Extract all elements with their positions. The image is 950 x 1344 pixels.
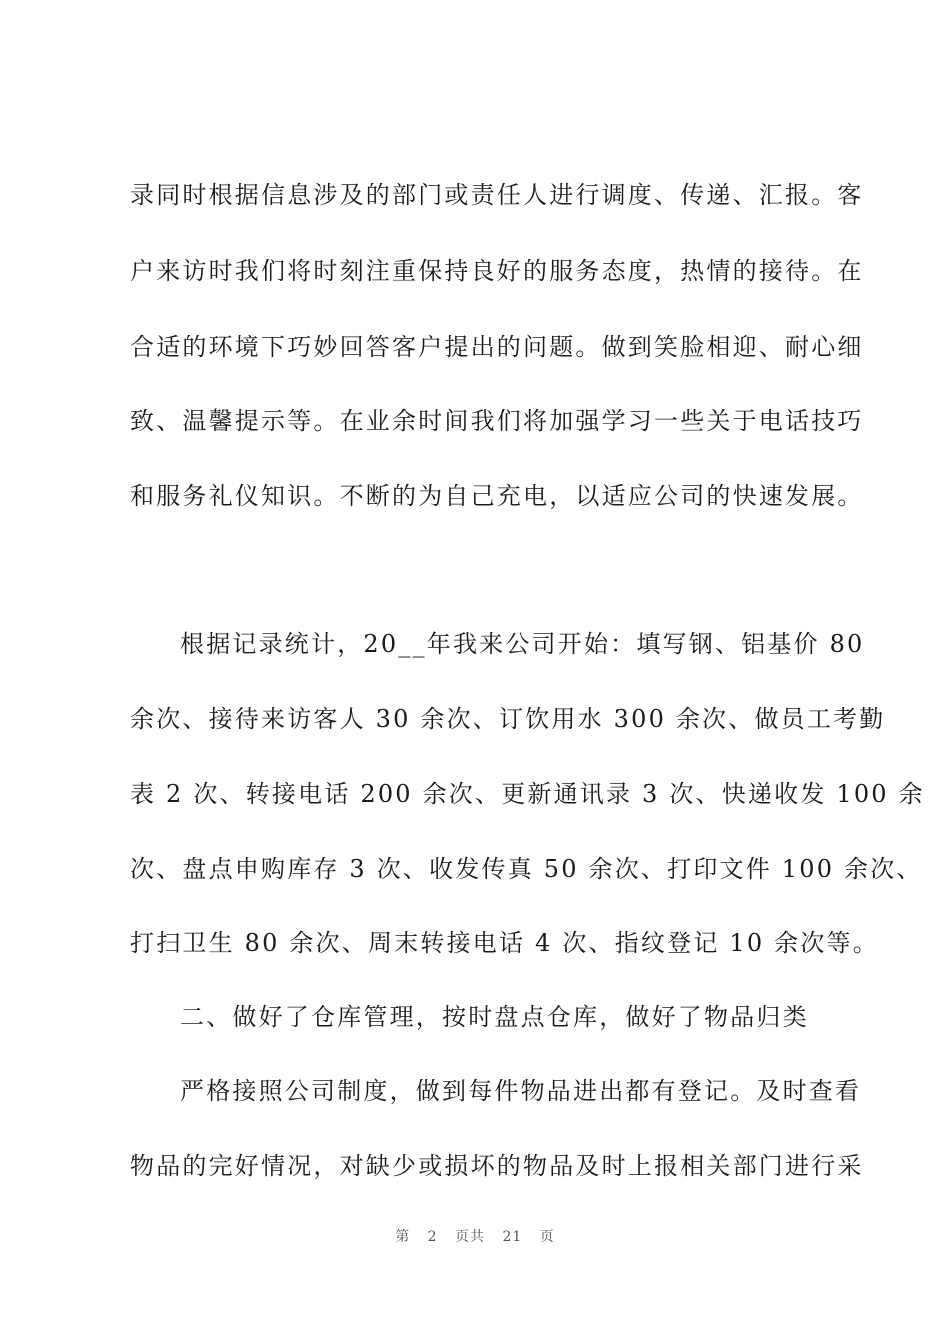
- paragraph-line: 致、温馨提示等。在业余时间我们将加强学习一些关于电话技巧: [130, 407, 864, 435]
- paragraph-line: 严格接照公司制度，做到每件物品进出都有登记。及时查看: [180, 1077, 862, 1105]
- paragraph-line: 录同时根据信息涉及的部门或责任人进行调度、传递、汇报。客: [130, 181, 864, 209]
- paragraph-line: 物品的完好情况，对缺少或损坏的物品及时上报相关部门进行采: [130, 1152, 864, 1180]
- footer-label-di: 第: [395, 1229, 411, 1245]
- paragraph-line: 余次、接待来访客人 30 余次、订饮用水 300 余次、做员工考勤: [130, 705, 886, 733]
- footer-label-ye: 页: [539, 1229, 555, 1245]
- section-heading: 二、做好了仓库管理，按时盘点仓库，做好了物品归类: [180, 1003, 809, 1031]
- footer-page-total: 21: [502, 1229, 523, 1245]
- paragraph-line: 合适的环境下巧妙回答客户提出的问题。做到笑脸相迎、耐心细: [130, 333, 864, 361]
- page-footer: [0, 1226, 950, 1246]
- footer-page-current: 2: [427, 1229, 438, 1245]
- paragraph-line: 打扫卫生 80 余次、周末转接电话 4 次、指纹登记 10 余次等。: [130, 929, 879, 957]
- footer-label-ye-gong: 页共: [455, 1229, 486, 1245]
- paragraph-line: 户来访时我们将时刻注重保持良好的服务态度，热情的接待。在: [130, 257, 864, 285]
- paragraph-line: 根据记录统计，20__年我来公司开始：填写钢、铝基价 80: [180, 630, 865, 658]
- paragraph-line: 次、盘点申购库存 3 次、收发传真 50 余次、打印文件 100 余次、: [130, 855, 923, 883]
- paragraph-line: 表 2 次、转接电话 200 余次、更新通讯录 3 次、快递收发 100 余: [130, 780, 925, 808]
- paragraph-line: 和服务礼仪知识。不断的为自己充电，以适应公司的快速发展。: [130, 482, 864, 510]
